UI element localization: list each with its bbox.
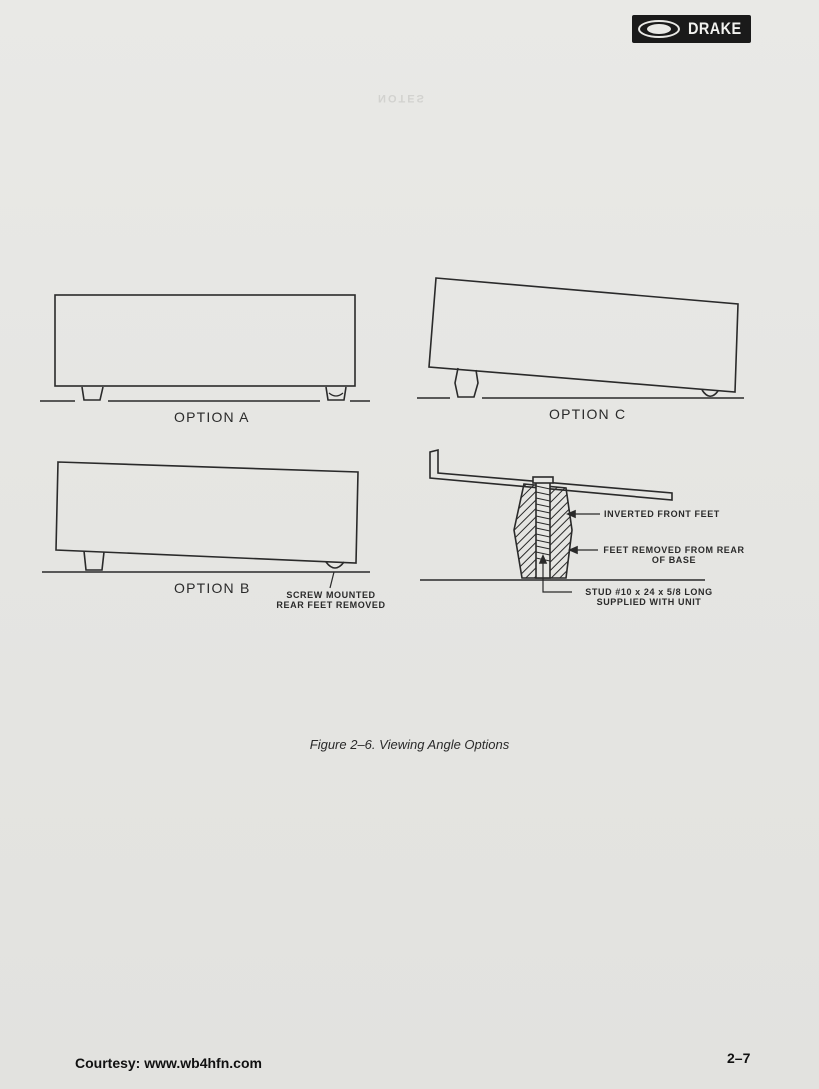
stud-callout [574,587,724,607]
option-b-leader [330,572,334,588]
option-b-cabinet [56,462,358,563]
option-a-cabinet [55,295,355,386]
feet-removed-callout [600,545,748,565]
option-a-front-foot [82,387,103,400]
stud-line2: SUPPLIED WITH UNIT [596,597,702,607]
feet-removed-line1: FEET REMOVED FROM REAR [603,545,745,555]
option-c-drawing [417,278,744,398]
stud-line1: STUD #10 x 24 x 5/8 LONG [585,587,713,597]
option-c-label: OPTION C [549,406,627,422]
figure-caption: Figure 2–6. Viewing Angle Options [309,737,510,752]
option-c-cabinet [429,278,738,392]
detail-stud-nut [533,477,553,483]
bleed-through-text: NOTES [378,92,426,104]
screw-mounted-callout [270,590,392,610]
inverted-front-feet-callout: INVERTED FRONT FEET [604,509,720,519]
option-a-drawing [40,295,370,401]
option-a-label: OPTION A [174,409,250,425]
brand-name: DRAKE [688,19,742,38]
option-b-front-foot [84,551,104,570]
option-b-drawing [42,462,370,588]
foot-detail-drawing [420,450,705,592]
screw-callout-line1: SCREW MOUNTED [286,590,376,600]
courtesy-text: Courtesy: www.wb4hfn.com [75,1055,262,1071]
page-number: 2–7 [727,1050,751,1066]
feet-removed-line2: OF BASE [651,555,697,565]
option-c-front-foot [455,368,478,397]
option-b-label: OPTION B [174,580,251,596]
screw-callout-line2: REAR FEET REMOVED [276,600,386,610]
